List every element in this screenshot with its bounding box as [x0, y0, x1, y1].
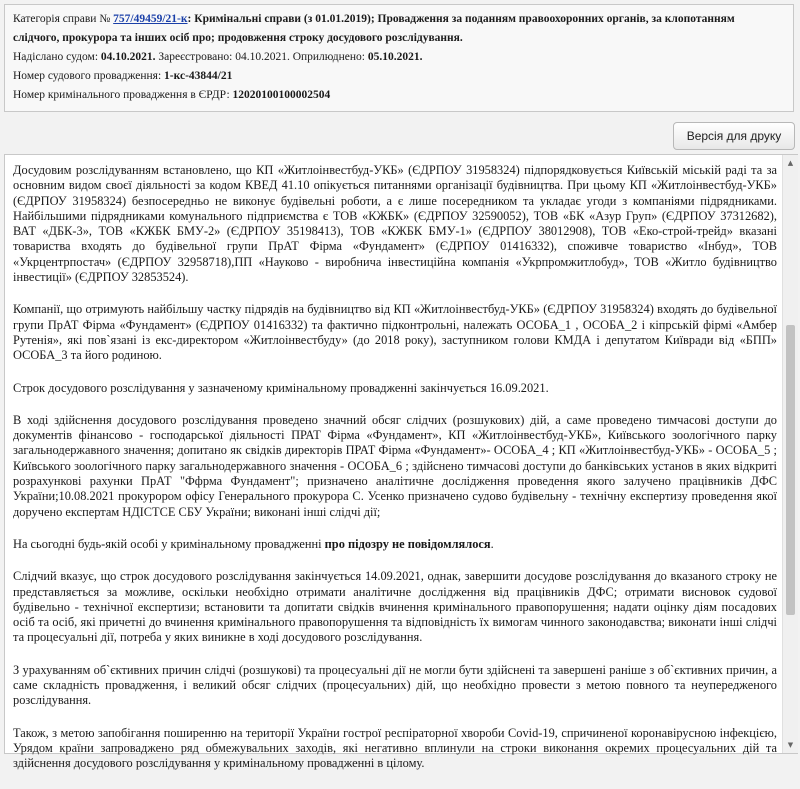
- vertical-scrollbar[interactable]: [782, 155, 798, 753]
- category-text-2: слідчого, прокурора та інших осіб про; продовження строку досудового розслідування.: [13, 32, 463, 44]
- paragraph-2: Компанії, що отримують найбільшу частку підрядів на будівництво від КП «Житлоінвестбуд-УКБ» (ЄДРПОУ 31958324) входять до будівельної групи ПрАТ Фірма «Фундамент» (ЄДРПОУ 01416332) та фактично підконтрольні, належать ОСОБА_1 , ОСОБА_2 і кіпрській фірмі «Амбер Рутенія», які пов`язані із екс-директором «Житлоінвестбуду» (до 2018 року), заступником голови КМДА і депутатом Київради від «БПП» ОСОБА_3 та його родиною.: [13, 302, 777, 363]
- court-proc-label: Номер судового провадження:: [13, 70, 162, 82]
- sent-label: Надіслано судом:: [13, 51, 99, 63]
- paragraph-5-start: На сьогодні будь-якій особі у кримінальному провадженні: [13, 536, 325, 551]
- paragraph-5-end: .: [490, 536, 494, 551]
- court-proc-line: [13, 67, 785, 86]
- paragraph-7: З урахуванням об`єктивних причин слідчі (розшукові) та процесуальні дії не могли бути здійснені та завершені раніше з об`єктивних причин, а саме складність провадження, і великий обсяг слідчих (процесуальних) дій, що необхідно провести з метою повного та неупередженого розслідування.: [13, 662, 777, 708]
- criminal-proc-line: [13, 86, 785, 105]
- category-label: Категорія справи №: [13, 13, 111, 25]
- published-date: 05.10.2021.: [367, 51, 423, 63]
- document-content[interactable]: [4, 154, 798, 771]
- arrow-up-icon[interactable]: ▲: [787, 159, 794, 167]
- category-line: [13, 10, 785, 29]
- paragraph-4: В ході здійснення досудового розслідування проведено значний обсяг слідчих (розшукових) дій, а саме проведено тимчасові доступи до документів фінансово - господарської діяльності ПРАТ Фірма «Фундамент», КП «Житлоінвестбуд-УКБ», Київського зоологічного парку загальнодержавного значення; допитано як свідків директорів ПРАТ Фірма «Фундамент»- ОСОБА_4 ; КП «Житлоінвестбуд-УКБ» - ОСОБА_5 ; Київського зоологічного парку загальнодержавного значення - ОСОБА_6 ; здійснено тимчасові доступи до банківських установ в яких відкриті розрахункові рахунки ПрАТ "Ффрма Фундамент"; призначено аналітичне дослідження проведення якого залучено працівників ДФС України;10.08.2021 прокурором офісу Генерального прокурора С. Усенко призначено судово будівельну - технічну експертизу проведення якої доручено експертам НДІСТСЕ СБУ України; виконані інші слідчі дії;: [13, 412, 777, 519]
- registered-date: 04.10.2021.: [235, 51, 290, 63]
- paragraph-5-bold: про підозру не повідомлялося: [324, 536, 491, 551]
- category-line-2: [13, 29, 785, 48]
- dates-line: [13, 48, 785, 67]
- criminal-proc-number: 12020100100002504: [232, 89, 331, 101]
- paragraph-3: Строк досудового розслідування у зазначеному кримінальному провадженні закінчується 16.09.2021.: [13, 380, 549, 395]
- paragraph-1: Досудовим розслідуванням встановлено, що КП «Житлоінвестбуд-УКБ» (ЄДРПОУ 31958324) підпорядковується Київській міській раді та за основним видом своєї діяльності за кодом КВЕД 41.10 опікується питаннями організації будівництва. При цьому КП «Житлоінвестбуд-УКБ» (ЄДРПОУ 31958324) безпосередньо не виконує будівельні роботи, а є лише посередником та укладає угоди з компаніями підрядниками. Найбільшими підрядниками комунального підприємства є ТОВ «КЖБК» (ЄДРПОУ 32590052), ТОВ «БК «Азур Груп» (ЄДРПОУ 37312682), ВАТ «ДБК-3», ТОВ «КЖБК БМУ-2» (ЄДРПОУ 35198413), ТОВ «КЖБК БМУ-1» (ЄДРПОУ 38012908), ТОВ «Еко-строй-трейд» вказані товариства входять до будівельної групи ПрАТ Фірма «Фундамент» (ЄДРПОУ 01416332), споживче товариство «Інбуд», ТОВ «Укрцентрпостач» (ЄДРПОУ 32958718),ПП «Науково - виробнича інвестиційна компанія «Укрпромжитлобуд», ТОВ «Житло будівництво інвестиції» (ЄДРПОУ 32853524).: [13, 163, 777, 285]
- paragraph-8: Також, з метою запобігання поширенню на території України гострої респіраторної хвороби Covid-19, спричиненої коронавірусною інфекцією, Урядом країни запроваджено ряд обмежувальних заходів, які негативно вплинули на строки виконання окремих процесуальних дій та здійснення досудового розслідування у кримінальному провадженні в цілому.: [13, 725, 777, 771]
- court-proc-number: 1-кс-43844/21: [164, 70, 233, 82]
- criminal-proc-label: Номер кримінального провадження в ЄРДР:: [13, 89, 230, 101]
- paragraph-6: Слідчий вказує, що строк досудового розслідування закінчується 14.09.2021, однак, завершити досудове розслідування до вказаного строку не представляється за можливе, оскільки необхідно отримати аналітичне дослідження від працівників ДФС; отримати висновок судової будівельно - технічної експертизи; встановити та допитати свідків вчинення кримінального правопорушення; надати оцінку діям посадових осіб та осіб, які причетні до вчинення кримінального правопорушення та відповідність їх вимогам чинного законодавства; виконати інші слідчі та процесуальні дії, потреба у яких виникне в ході досудового розслідування.: [13, 569, 777, 645]
- published-label: Оприлюднено:: [292, 51, 366, 63]
- document-text: [13, 163, 777, 789]
- arrow-down-icon[interactable]: ▼: [787, 741, 794, 749]
- registered-label: Зареєстровано:: [158, 51, 233, 63]
- sent-date: 04.10.2021.: [100, 51, 156, 63]
- scroll-thumb[interactable]: [786, 325, 795, 615]
- print-version-button[interactable]: Версія для друку: [673, 122, 795, 150]
- paragraph-5: [13, 537, 777, 552]
- case-number-link[interactable]: 757/49459/21-к: [113, 13, 188, 25]
- case-info-panel: [4, 4, 794, 112]
- category-text: : Кримінальні справи (з 01.01.2019); Провадження за поданням правоохоронних органів, за клопотанням: [187, 13, 735, 25]
